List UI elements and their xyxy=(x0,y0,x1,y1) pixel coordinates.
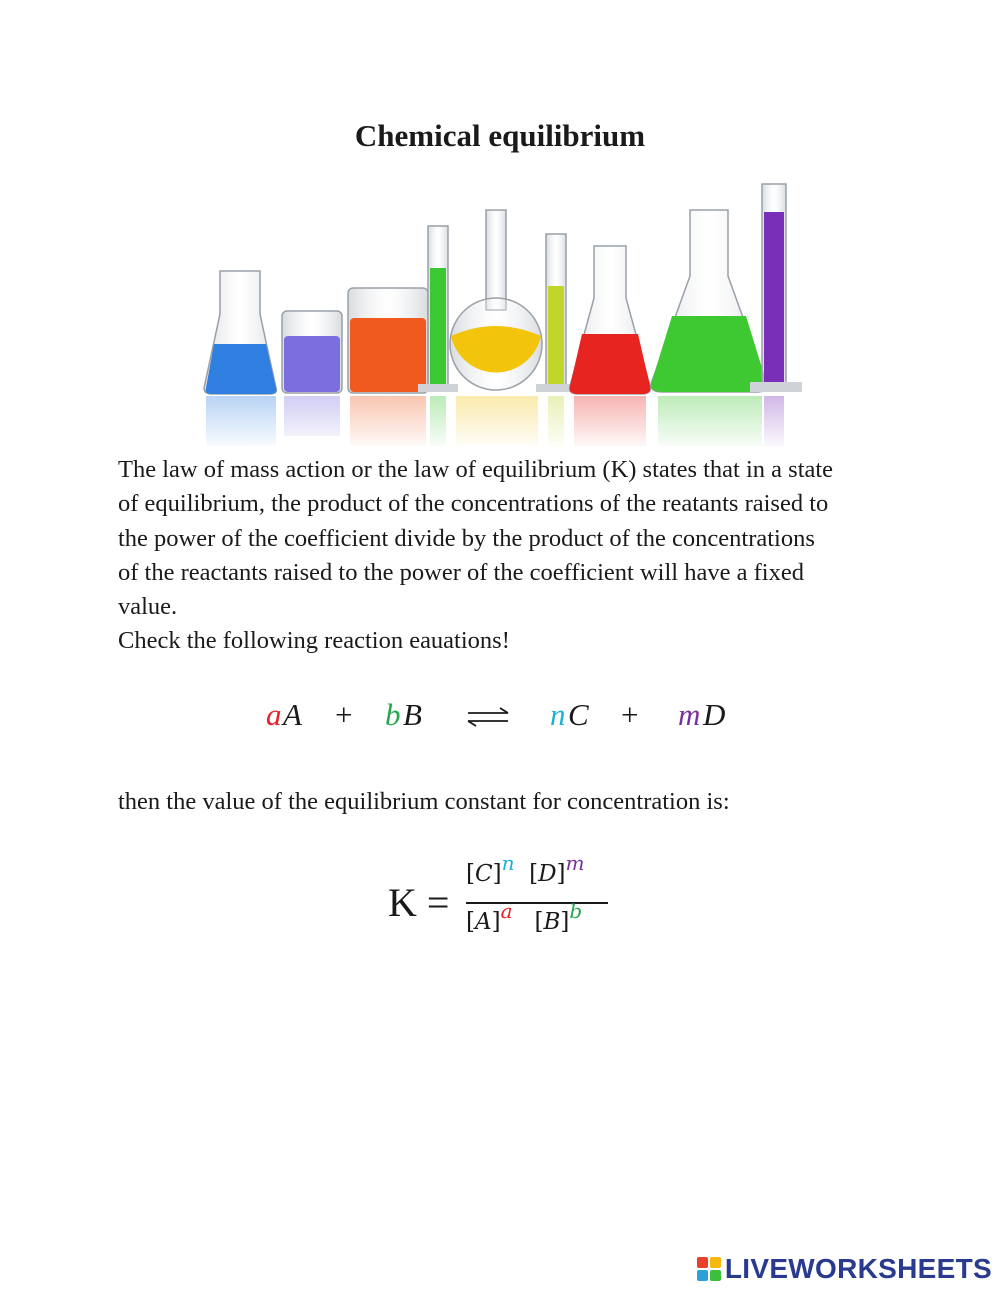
formula-numerator: [C]n [D]m xyxy=(466,851,585,887)
plus-sign: + xyxy=(335,697,353,732)
page-title: Chemical equilibrium xyxy=(354,118,646,153)
conc-B: B xyxy=(543,909,561,935)
paragraph-line: value. xyxy=(118,593,178,621)
conc-D: D xyxy=(538,861,557,887)
species-A: A xyxy=(283,697,302,732)
law-of-mass-action-paragraph xyxy=(118,453,898,659)
orange-beaker xyxy=(348,288,428,393)
exponent-a: a xyxy=(500,899,513,923)
paragraph-line: The law of mass action or the law of equilibrium (K) states that in a state xyxy=(118,456,834,483)
conc-C: C xyxy=(474,861,493,887)
liveworksheets-brand xyxy=(697,1252,992,1286)
lab-glassware-illustration xyxy=(190,176,820,451)
paragraph-line: of equilibrium, the product of the concentrations of the reatants raised to xyxy=(118,490,829,518)
coefficient-n: n xyxy=(550,697,566,732)
brand-name: LIVEWORKSHEETS xyxy=(724,1253,992,1284)
species-D: D xyxy=(703,697,726,732)
coefficient-m: m xyxy=(678,697,701,732)
exponent-b: b xyxy=(569,899,583,923)
purple-beaker xyxy=(282,311,342,393)
paragraph-line: of the reactants raised to the power of the coefficient will have a fixed xyxy=(118,558,804,586)
green-erlenmeyer-flask xyxy=(651,210,767,392)
exponent-n: n xyxy=(501,851,515,875)
fraction-bar xyxy=(466,902,608,904)
yellow-round-flask xyxy=(450,210,542,390)
coefficient-a: a xyxy=(266,697,282,732)
conc-A: A xyxy=(474,909,492,935)
species-C: C xyxy=(568,697,589,732)
paragraph-line: Check the following reaction eauations! xyxy=(118,627,510,655)
exponent-m: m xyxy=(565,851,585,875)
blue-erlenmeyer-flask xyxy=(204,271,276,394)
equilibrium-constant-formula xyxy=(388,851,628,950)
liveworksheets-logo-icon xyxy=(697,1257,721,1281)
k-equals: K = xyxy=(388,880,450,925)
reaction-equation xyxy=(0,697,1000,741)
formula-denominator: [A]a [B]b xyxy=(466,899,583,935)
red-erlenmeyer-flask xyxy=(570,246,651,394)
plus-sign: + xyxy=(621,697,639,732)
equilibrium-constant-intro: then the value of the equilibrium constant for concentration is: xyxy=(118,788,730,815)
species-B: B xyxy=(403,697,422,732)
paragraph-line: the power of the coefficient divide by the product of the concentrations xyxy=(118,524,815,552)
yellow-green-graduated-cylinder xyxy=(536,234,576,392)
equilibrium-arrows-icon xyxy=(466,705,510,729)
coefficient-b: b xyxy=(385,697,401,732)
